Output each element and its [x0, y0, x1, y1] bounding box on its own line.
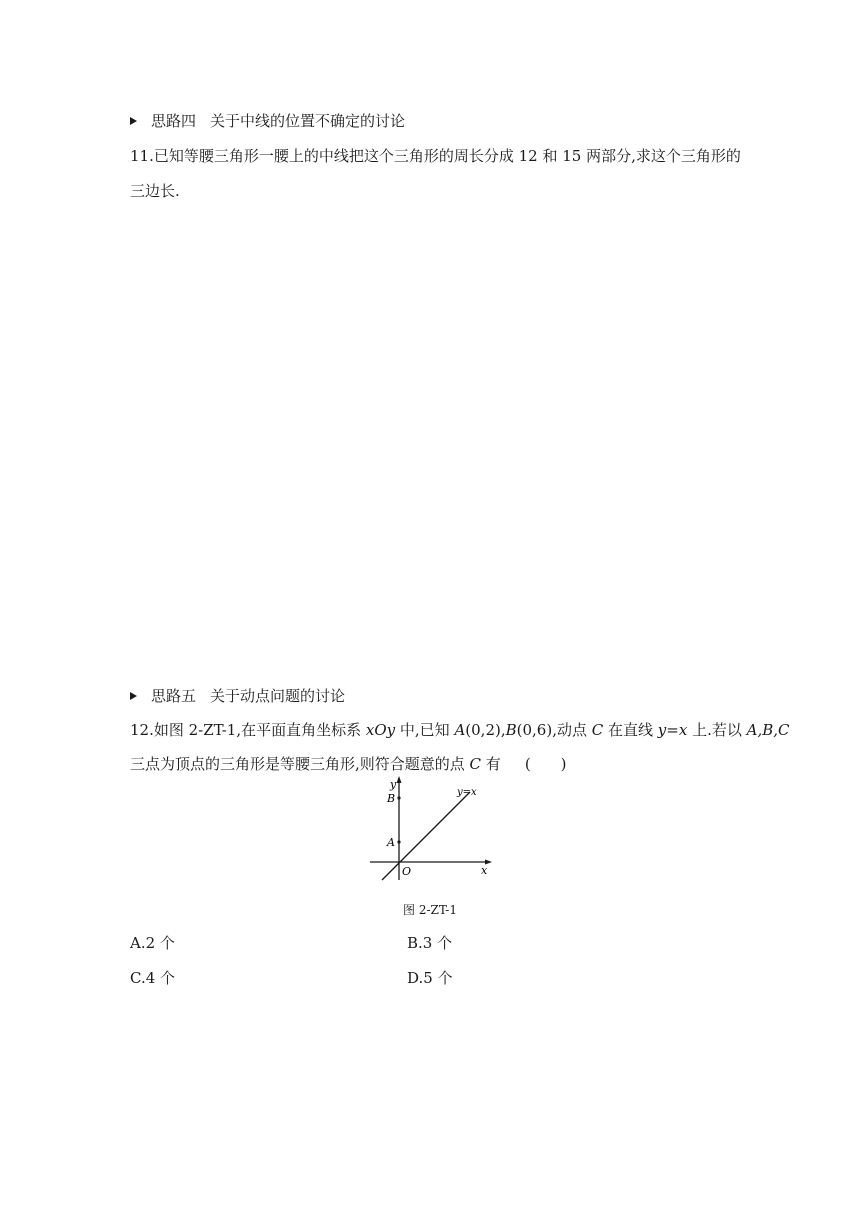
text-run: 上.若以	[687, 721, 747, 739]
section-label: 思路四	[151, 112, 197, 130]
line-label: y=x	[457, 787, 477, 798]
math-var: A,B,C	[746, 721, 790, 739]
point-a	[397, 840, 400, 843]
math-var: A	[454, 721, 466, 739]
option-c: C.4 个	[130, 969, 176, 987]
point-a-label: A	[387, 836, 395, 849]
section-heading-5	[130, 686, 345, 706]
point-b-label: B	[387, 792, 396, 805]
math-var: C	[469, 755, 482, 773]
text-run: (0,6),动点	[516, 721, 592, 739]
answer-blank: ( )	[524, 755, 567, 773]
math-var: y=x	[657, 721, 688, 739]
figure-caption: 图 2-ZT-1	[403, 903, 457, 917]
text-run: 有	[481, 755, 501, 773]
triangle-bullet-icon	[130, 692, 137, 700]
text-run: 三点为顶点的三角形是等腰三角形,则符合题意的点	[130, 755, 470, 773]
section-label: 思路五	[151, 687, 197, 705]
x-axis-label: x	[481, 864, 488, 877]
text-run: 在直线	[603, 721, 658, 739]
option-a: A.2 个	[130, 934, 175, 952]
question-12-line-1	[130, 720, 789, 740]
math-var: xOy	[365, 721, 396, 739]
y-axis-arrow-icon	[397, 776, 402, 783]
option-b: B.3 个	[407, 934, 453, 952]
triangle-bullet-icon	[130, 117, 137, 125]
math-var: C	[591, 721, 604, 739]
question-11-line-1: 11.已知等腰三角形一腰上的中线把这个三角形的周长分成 12 和 15 两部分,求这个三角形的	[130, 147, 741, 165]
section-title: 关于中线的位置不确定的讨论	[210, 112, 406, 130]
question-12-line-2	[130, 754, 567, 774]
coordinate-figure	[366, 776, 496, 881]
question-11-line-2: 三边长.	[130, 182, 180, 200]
text-run: 中,已知	[395, 721, 455, 739]
text-run: (0,2),	[465, 721, 506, 739]
line-y-equals-x	[382, 792, 470, 880]
text-run: 12.如图 2-ZT-1,在平面直角坐标系	[130, 721, 366, 739]
option-d: D.5 个	[407, 969, 453, 987]
y-axis-label: y	[390, 778, 397, 791]
section-heading-4	[130, 111, 405, 131]
section-title: 关于动点问题的讨论	[210, 687, 346, 705]
origin-label: O	[402, 865, 412, 878]
math-var: B	[505, 721, 517, 739]
point-b	[397, 796, 400, 799]
